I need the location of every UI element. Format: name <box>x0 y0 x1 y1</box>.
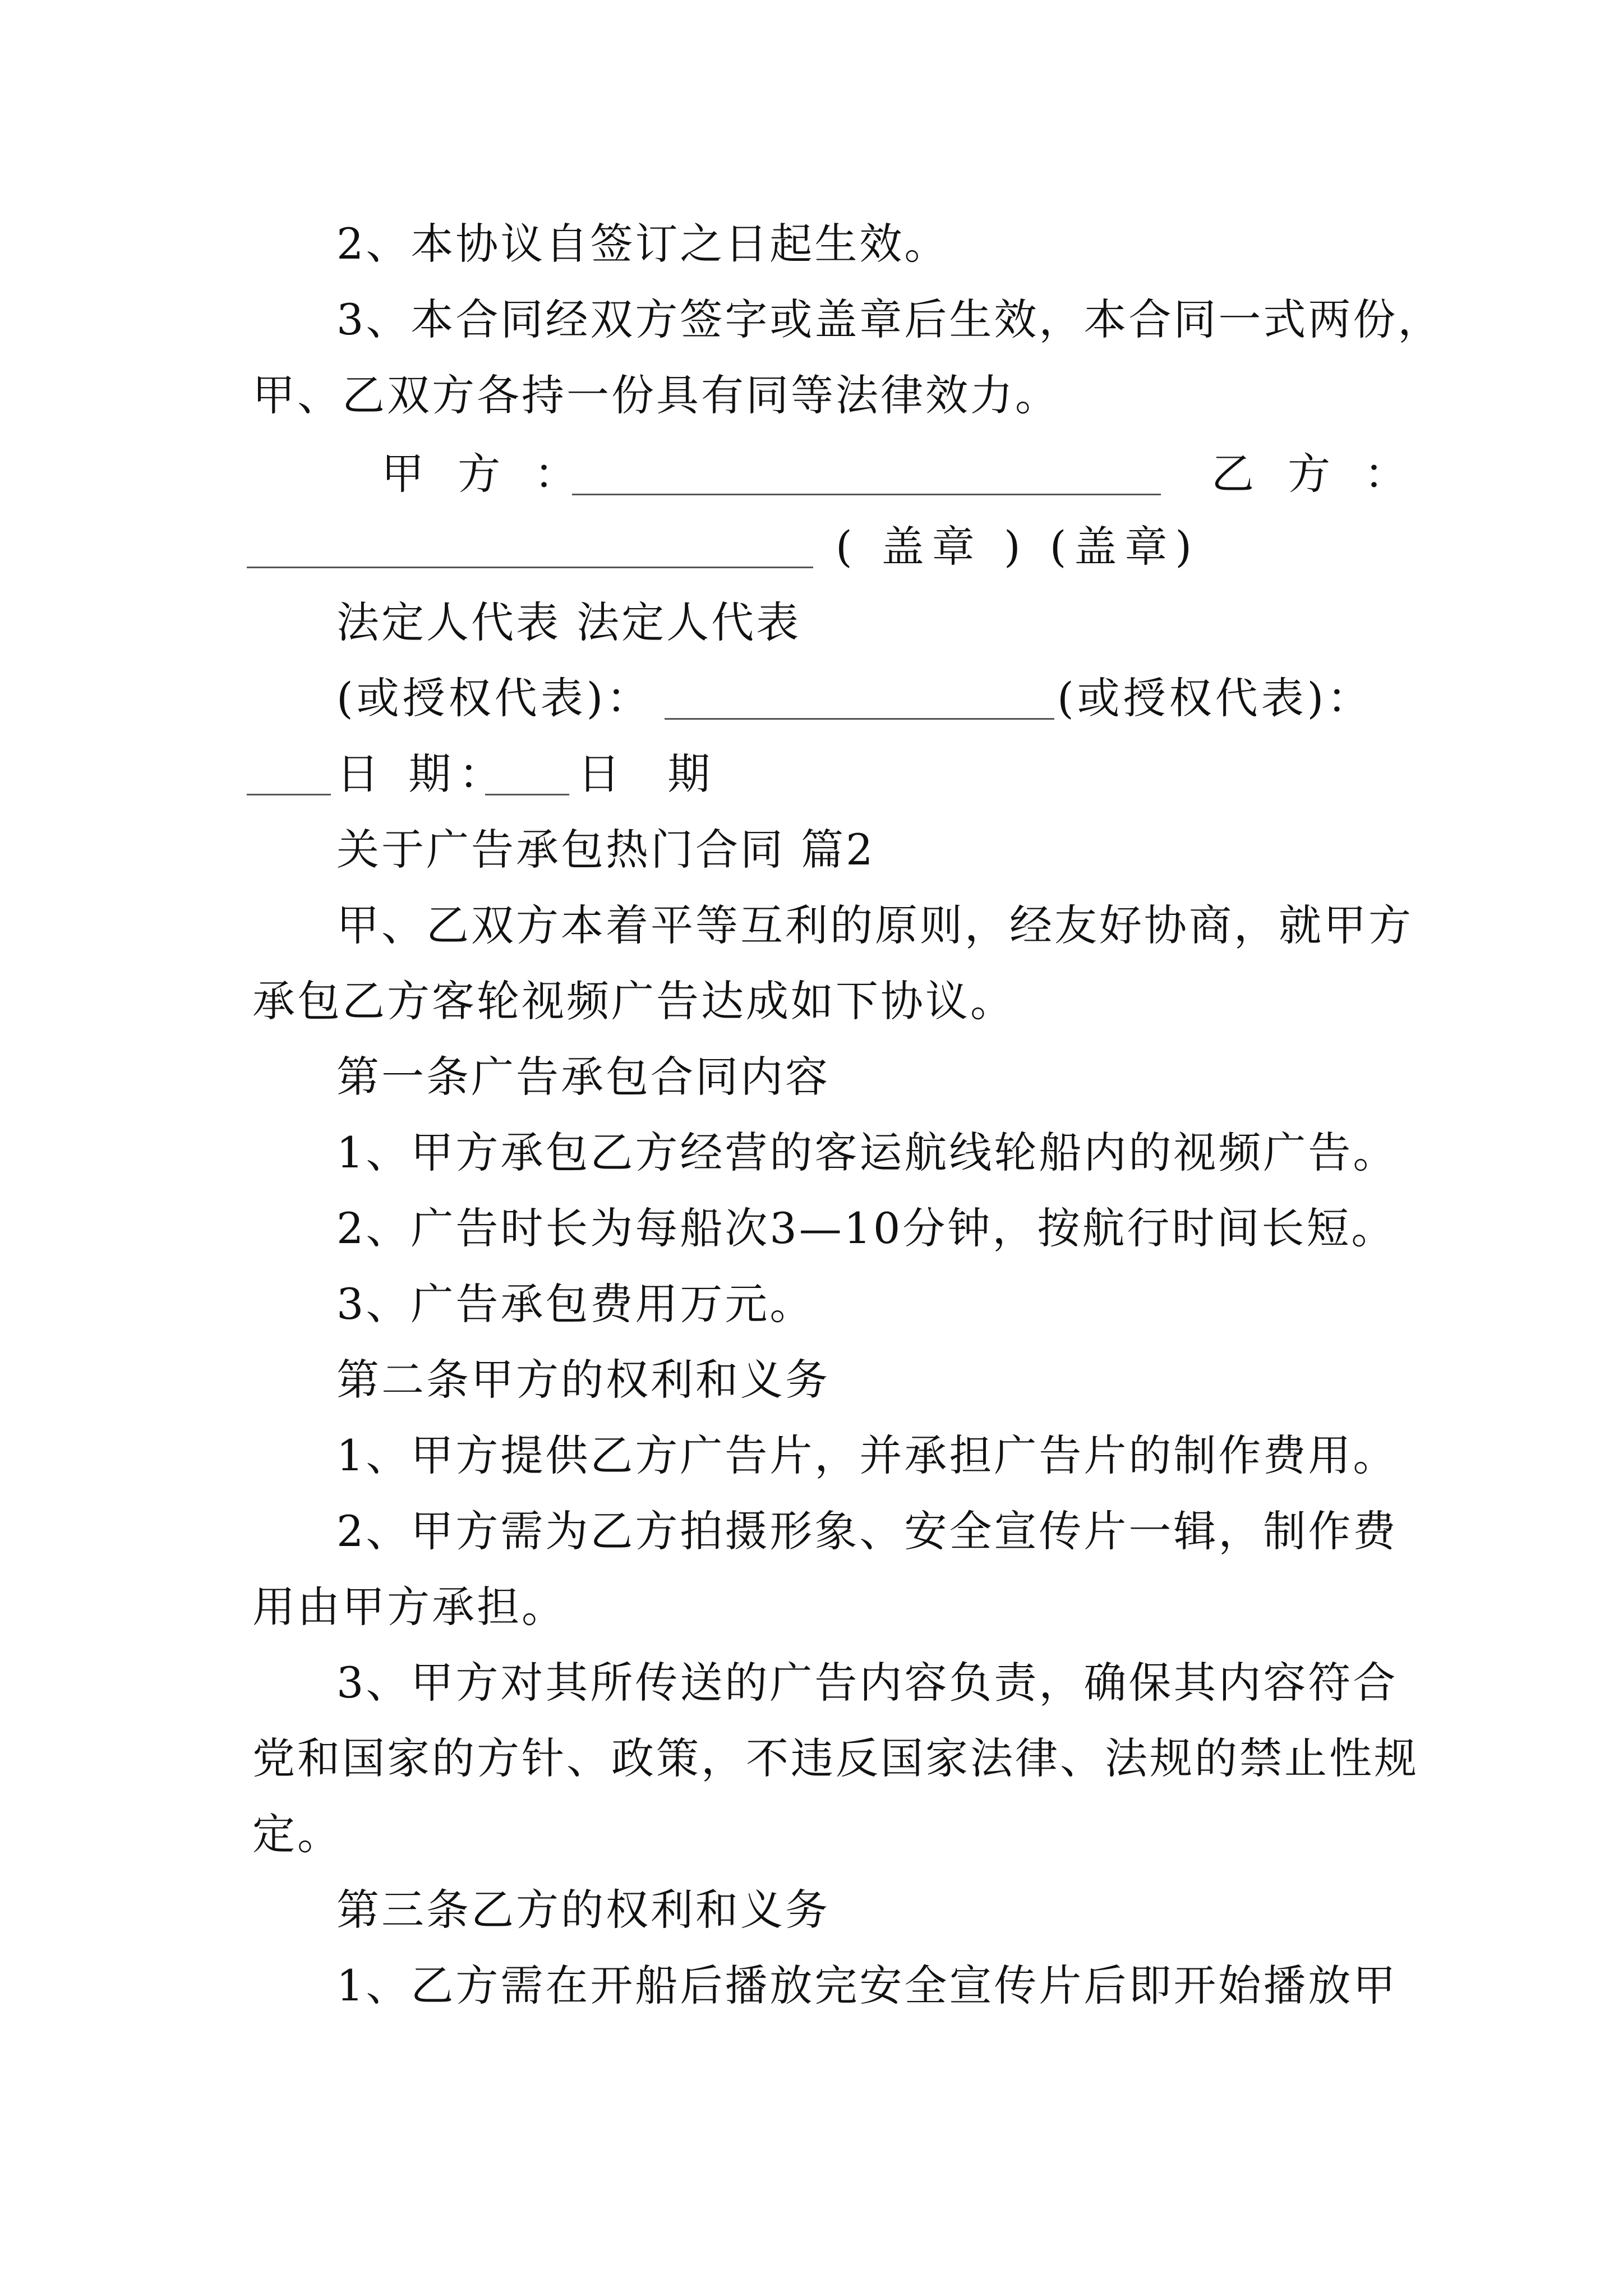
article-2-item-2-line-1: 2、甲方需为乙方拍摄形象、安全宣传片一辑，制作费 <box>336 1506 1398 1556</box>
article-1-item-1: 1、甲方承包乙方经营的客运航线轮船内的视频广告。 <box>336 1128 1398 1177</box>
article-1-item-2: 2、广告时长为每船次3—10分钟，按航行时间长短。 <box>336 1203 1396 1253</box>
party-a-signature-blank <box>572 494 1161 495</box>
article-2-item-3-line-1: 3、甲方对其所传送的广告内容负责，确保其内容符合 <box>336 1658 1398 1708</box>
auth-rep-left-label: (或授权代表)： <box>336 673 653 723</box>
clause-signing-line-1: 3、本合同经双方签字或盖章后生效，本合同一式两份， <box>336 295 1443 344</box>
preamble-line-1: 甲、乙双方本着平等互利的原则，经友好协商，就甲方 <box>336 900 1413 950</box>
clause-signing-line-2: 甲、乙双方各持一份具有同等法律效力。 <box>252 370 1060 420</box>
article-3-item-1: 1、乙方需在开船后播放完安全宣传片后即开始播放甲 <box>336 1961 1398 2010</box>
auth-rep-signature-blank <box>665 718 1054 720</box>
auth-rep-right-label: (或授权代表)： <box>1057 673 1373 723</box>
date-right-blank <box>485 794 569 795</box>
article-2-item-3-line-3: 定。 <box>252 1809 342 1859</box>
date-left-blank <box>247 794 331 795</box>
party-b-label: 乙 方 ： <box>1211 449 1417 499</box>
clause-effective-date: 2、本协议自签订之日起生效。 <box>336 219 949 269</box>
article-2-heading: 第二条甲方的权利和义务 <box>336 1355 830 1405</box>
party-b-signature-blank <box>247 567 813 568</box>
date-left-label: 日 期： <box>336 749 510 799</box>
article-3-heading: 第三条乙方的权利和义务 <box>336 1885 830 1935</box>
date-right-label: 日 期 <box>578 749 727 799</box>
seal-label: ( 盖章 ) (盖章) <box>836 522 1200 572</box>
article-2-item-2-line-2: 用由甲方承担。 <box>252 1582 566 1632</box>
legal-representative-labels: 法定人代表 法定人代表 <box>336 597 801 647</box>
section-title: 关于广告承包热门合同 篇2 <box>336 825 875 875</box>
article-2-item-1: 1、甲方提供乙方广告片，并承担广告片的制作费用。 <box>336 1430 1398 1480</box>
article-2-item-3-line-2: 党和国家的方针、政策，不违反国家法律、法规的禁止性规 <box>252 1733 1419 1783</box>
preamble-line-2: 承包乙方客轮视频广告达成如下协议。 <box>252 976 1015 1026</box>
article-1-item-3: 3、广告承包费用万元。 <box>336 1279 815 1329</box>
article-1-heading: 第一条广告承包合同内容 <box>336 1052 830 1102</box>
party-a-label: 甲 方 ： <box>381 449 587 499</box>
